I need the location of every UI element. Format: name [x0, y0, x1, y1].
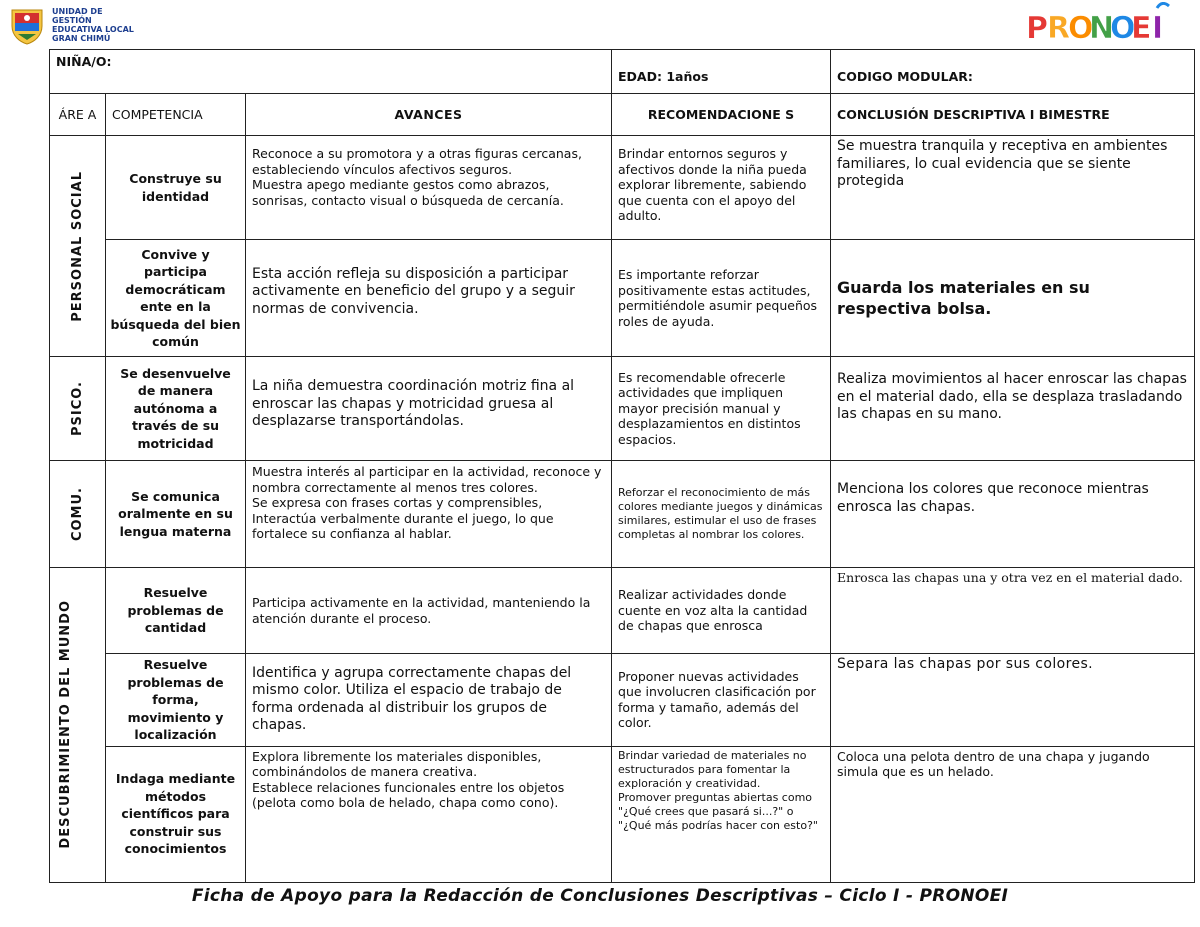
- avances-cell: Explora libremente los materiales disponibles, combinándolos de manera creativa. Establece relaciones funcionales entre los objetos (pelota como bola de helado, chapa como cono).: [246, 746, 612, 882]
- recomendaciones-cell: Brindar entornos seguros y afectivos donde la niña pueda explorar libremente, sabiendo que cuenta con el apoyo del adulto.: [612, 136, 831, 240]
- area-comu: [50, 461, 106, 568]
- competencia-cell: Resuelve problemas de cantidad: [106, 568, 246, 654]
- conclusion-cell: Separa las chapas por sus colores.: [831, 654, 1195, 747]
- conclusion-cell: Enrosca las chapas una y otra vez en el material dado.: [831, 568, 1195, 654]
- footer-title: Ficha de Apoyo para la Redacción de Conclusiones Descriptivas – Ciclo I - PRONOEI: [191, 886, 1009, 906]
- area-label: COMU.: [69, 486, 85, 542]
- pronoei-letter: E: [1131, 11, 1152, 44]
- recomendaciones-cell: Proponer nuevas actividades que involucren clasificación por forma y tamaño, además del color.: [612, 654, 831, 747]
- recomendaciones-cell: Es importante reforzar positivamente estas actitudes, permitiéndole asumir pequeños roles de ayuda.: [612, 240, 831, 357]
- area-psico: [50, 357, 106, 461]
- conclusion-cell: Guarda los materiales en su respectiva bolsa.: [831, 240, 1195, 357]
- avances-column-header: AVANCES: [246, 94, 612, 136]
- avances-cell: La niña demuestra coordinación motriz fina al enroscar las chapas y motricidad gruesa al desplazarse transportándolas.: [246, 357, 612, 461]
- recomendaciones-cell: Reforzar el reconocimiento de más colores mediante juegos y dinámicas similares, estimular el uso de frases completas al nombrar los colores.: [612, 461, 831, 568]
- table-row: [50, 461, 1195, 568]
- competencia-cell: Se comunica oralmente en su lengua materna: [106, 461, 246, 568]
- competencia-column-header: COMPETENCIA: [106, 94, 246, 136]
- competencia-cell: Convive y participa democráticam ente en la búsqueda del bien común: [106, 240, 246, 357]
- avances-cell: Muestra interés al participar en la actividad, reconoce y nombra correctamente al menos tres colores. Se expresa con frases cortas y comprensibles, Interactúa verbalmente durante el juego, lo que fortalece su confianza al hablar.: [246, 461, 612, 568]
- area-label: DESCUBRIMIENTO DEL MUNDO: [57, 600, 73, 850]
- nino-label: NIÑA/O:: [50, 50, 612, 94]
- pronoei-letter: O: [1110, 11, 1136, 44]
- avances-cell: Reconoce a su promotora y a otras figuras cercanas, estableciendo vínculos afectivos seguros. Muestra apego mediante gestos como abrazos, sonrisas, contacto visual o búsqueda de cercanía.: [246, 136, 612, 240]
- table-row: [50, 568, 1195, 654]
- table-row: [50, 240, 1195, 357]
- column-header-row: [50, 94, 1195, 136]
- pronoei-letter: R: [1047, 11, 1071, 44]
- table-row: [50, 654, 1195, 747]
- table-row: [50, 136, 1195, 240]
- conclusion-cell: Realiza movimientos al hacer enroscar las chapas en el material dado, ella se desplaza trasladando las chapas en su mano.: [831, 357, 1195, 461]
- info-row: [50, 50, 1195, 94]
- competencia-cell: Indaga mediante métodos científicos para construir sus conocimientos: [106, 746, 246, 882]
- competencia-cell: Resuelve problemas de forma, movimiento y localización: [106, 654, 246, 747]
- pronoei-letter: O: [1068, 11, 1094, 44]
- pronoei-logo: [1024, 2, 1178, 44]
- conclusiones-table: [49, 49, 1195, 883]
- ugel-line: GRAN CHIMÚ: [52, 34, 111, 43]
- recomendaciones-cell: Brindar variedad de materiales no estructurados para fomentar la exploración y creatividad. Promover preguntas abiertas como "¿Qué crees que pasará si...?" o "¿Qué más podrías hacer con esto?": [612, 746, 831, 882]
- avances-cell: Participa activamente en la actividad, manteniendo la atención durante el proceso.: [246, 568, 612, 654]
- competencia-cell: Se desenvuelve de manera autónoma a través de su motricidad: [106, 357, 246, 461]
- avances-cell: Identifica y agrupa correctamente chapas del mismo color. Utiliza el espacio de trabajo de forma ordenada al distribuir los grupos de chapas.: [246, 654, 612, 747]
- area-personal-social: [50, 136, 106, 357]
- recomendaciones-cell: Realizar actividades donde cuente en voz alta la cantidad de chapas que enrosca: [612, 568, 831, 654]
- area-column-header: ÁRE A: [50, 94, 106, 136]
- conclusion-column-header: CONCLUSIÓN DESCRIPTIVA I BIMESTRE: [831, 94, 1195, 136]
- page-header: [0, 0, 1200, 50]
- competencia-cell: Construye su identidad: [106, 136, 246, 240]
- area-label: PSICO.: [69, 381, 85, 436]
- recomendaciones-column-header: RECOMENDACIONE S: [612, 94, 831, 136]
- ugel-line: EDUCATIVA LOCAL: [52, 25, 134, 34]
- conclusion-cell: Menciona los colores que reconoce mientras enrosca las chapas.: [831, 461, 1195, 568]
- area-label: PERSONAL SOCIAL: [69, 170, 85, 322]
- conclusion-cell: Se muestra tranquila y receptiva en ambientes familiares, lo cual evidencia que se siente protegida: [831, 136, 1195, 240]
- ugel-title: [52, 7, 142, 43]
- conclusion-cell: Coloca una pelota dentro de una chapa y jugando simula que es un helado.: [831, 746, 1195, 882]
- codigo-modular-label: CODIGO MODULAR:: [831, 50, 1195, 94]
- recomendaciones-cell: Es recomendable ofrecerle actividades que impliquen mayor precisión manual y desplazamientos en distintos espacios.: [612, 357, 831, 461]
- ugel-line: UNIDAD DE: [52, 7, 103, 16]
- table-row: [50, 746, 1195, 882]
- area-descubrimiento: [50, 568, 106, 883]
- pronoei-letter: N: [1089, 11, 1115, 44]
- edad-label: EDAD: 1años: [612, 50, 831, 94]
- table-row: [50, 357, 1195, 461]
- pronoei-letter: I: [1152, 11, 1164, 44]
- pronoei-letter: P: [1026, 11, 1048, 44]
- ugel-line: GESTIÓN: [52, 16, 92, 25]
- avances-cell: Esta acción refleja su disposición a participar activamente en beneficio del grupo y a seguir normas de convivencia.: [246, 240, 612, 357]
- ugel-crest-icon: [6, 4, 48, 46]
